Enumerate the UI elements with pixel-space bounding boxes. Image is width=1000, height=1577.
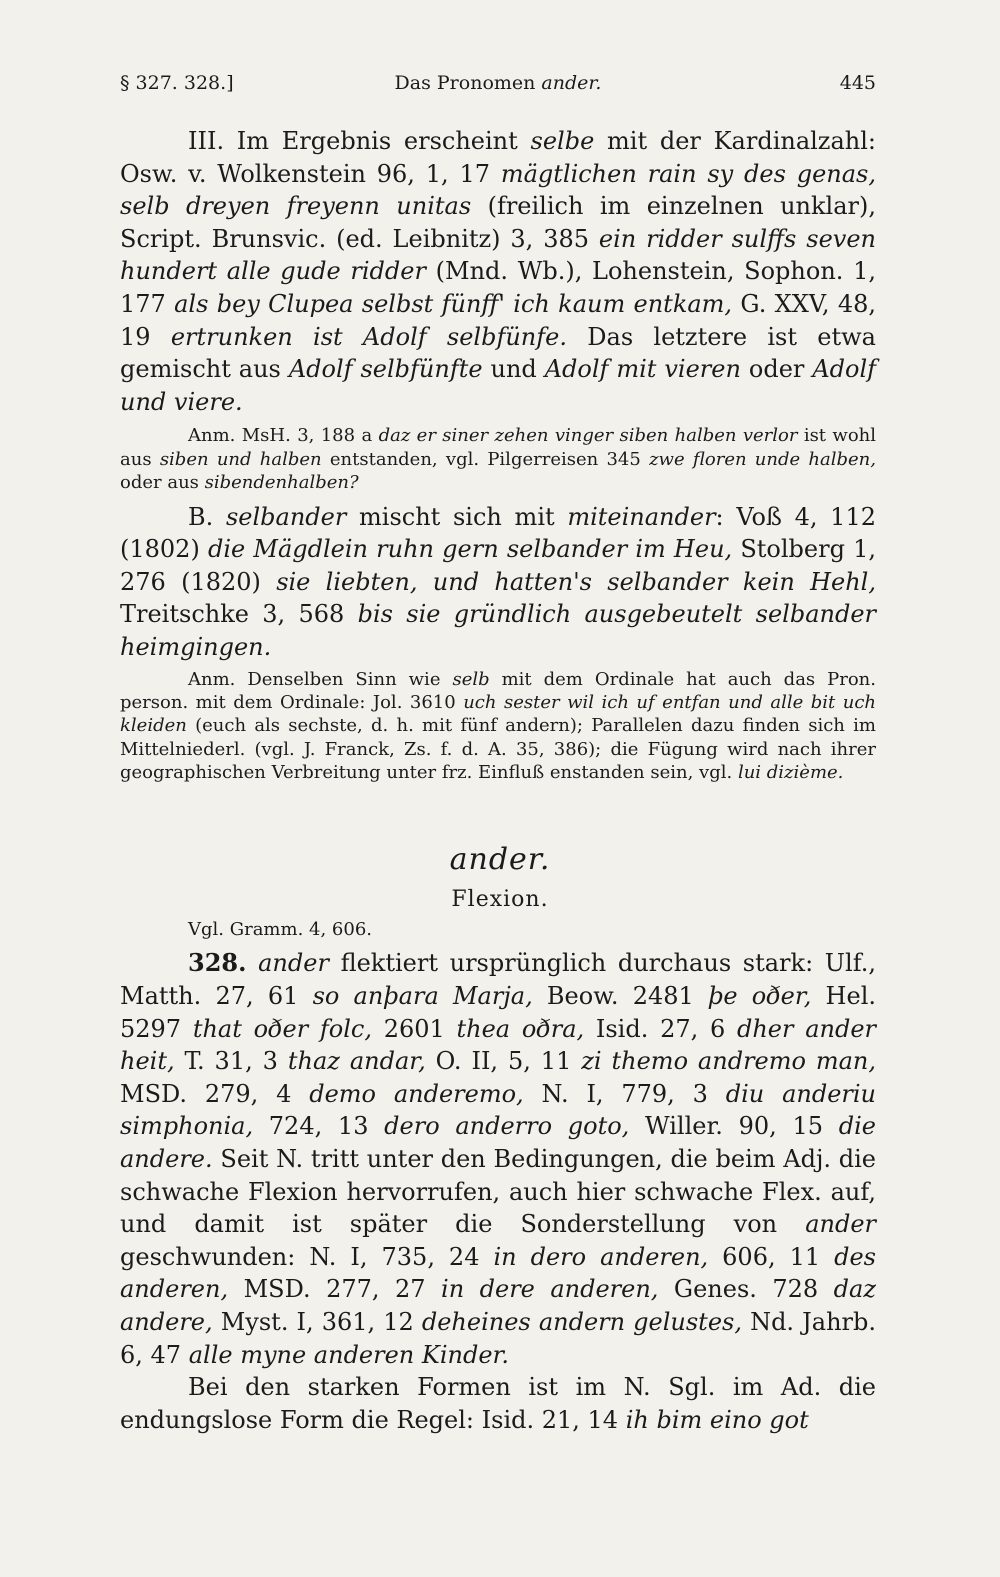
text-run: Bei den starken Formen ist im N. Sgl. im Ad. die endungslose Form die Regel: Isid. 21, 14 [120, 1373, 876, 1434]
italic-run: deheines andern gelustes, [421, 1307, 742, 1336]
text-run: mit der Kardinalzahl: Osw. v. Wolkenstein 96, 1, 17 [120, 127, 876, 188]
text-run: oder aus [120, 472, 205, 494]
text-run: 2601 [371, 1014, 457, 1043]
italic-run: ertrunken ist Adolf selbfünfe. [170, 322, 567, 351]
annotation-2 [120, 668, 876, 785]
text-run: flektiert ursprünglich durchaus stark: Ulf., Matth. 27, 61 [120, 949, 876, 1010]
italic-run: so anþara Marja, [312, 982, 533, 1010]
text-run: N. I, 779, 3 [523, 1079, 726, 1108]
text-run: Anm. Denselben Sinn wie [188, 668, 453, 690]
text-run: Seit N. tritt unter den Bedingungen, die beim Adj. die schwache Flexion hervorrufen, auch hier schwache Flex. auf, und damit ist später die Sonderstellung von [120, 1144, 876, 1239]
section-number: 328. [188, 948, 247, 978]
italic-run: mägtlichen rain sy des genas, selb dreyen freyenn unitas [120, 159, 876, 221]
italic-run: þe oðer, [708, 982, 812, 1010]
text-run: Hel. 5297 [120, 982, 876, 1043]
italic-run: ander [258, 949, 329, 978]
italic-run: daz er siner zehen vinger siben halben verlor [378, 425, 798, 447]
page-body [120, 125, 876, 785]
text-run: geschwunden: N. I, 735, 24 [120, 1242, 494, 1271]
section-reference: § 327. 328.] [120, 72, 234, 94]
section-heading-ander: ander. [449, 842, 551, 877]
italic-run: lui dizième. [737, 762, 844, 784]
paragraph-last [120, 1371, 876, 1436]
text-run: MSD. 277, 27 [228, 1275, 442, 1304]
text-run: MSD. 279, 4 [120, 1079, 310, 1108]
italic-run: ander [805, 1210, 876, 1239]
text-run: III. Im Ergebnis erscheint [188, 127, 531, 155]
italic-run: ein ridder sulffs seven hundert alle gude ridder [120, 224, 876, 286]
italic-run: selbe [530, 127, 595, 155]
italic-run: daz andere, [120, 1275, 876, 1336]
italic-run: in dere anderen, [441, 1275, 659, 1304]
italic-run: dero anderro goto, [384, 1112, 630, 1141]
italic-run: selb [452, 668, 490, 690]
text-run: 606, 11 [708, 1242, 835, 1271]
text-run: mischt sich mit [346, 502, 568, 531]
italic-run: miteinander [567, 502, 716, 531]
italic-run: uch sester wil ich uf entfan und alle bit uch kleiden [120, 691, 877, 737]
italic-run: zi themo andremo man, [581, 1047, 877, 1076]
text-run: Anm. MsH. 3, 188 a [188, 425, 379, 447]
italic-run: siben und halben [159, 448, 322, 470]
text-run: und [482, 355, 545, 384]
italic-run: Adolf und viere. [120, 355, 877, 416]
italic-run: sibendenhalben? [204, 472, 359, 494]
italic-run: als bey Clupea selbst fünff' ich kaum entkam, [174, 289, 733, 318]
text-run: Beow. 2481 [532, 982, 709, 1010]
text-run [246, 949, 258, 977]
page-number: 445 [839, 72, 876, 94]
italic-run: dher ander heit, [120, 1014, 876, 1076]
text-run: (Mnd. Wb.), Lohenstein, Sophon. 1, 177 [120, 257, 876, 318]
text-run: ist wohl aus [120, 425, 877, 470]
italic-run: diu anderiu simphonia, [120, 1079, 877, 1141]
italic-run: zwe floren unde halben, [649, 448, 876, 470]
text-run: (freilich im einzelnen unklar), Script. Brunsvic. (ed. Leibnitz) 3, 385 [120, 192, 877, 253]
text-run: O. II, 5, 11 [425, 1047, 582, 1076]
running-title [120, 72, 876, 94]
italic-run: in dero anderen, [493, 1242, 709, 1271]
paragraph-iii [120, 125, 876, 418]
italic-run: bis sie gründlich ausgebeutelt selbander heimgingen. [120, 600, 876, 661]
italic-run: Adolf selbfünfte [288, 355, 483, 384]
text-run: Genes. 728 [658, 1275, 834, 1304]
running-title-italic: ander. [541, 72, 602, 94]
text-run: Stolberg 1, 276 (1820) [120, 535, 876, 596]
italic-run: Adolf mit vieren [544, 355, 741, 384]
text-run: mit dem Ordinale hat auch das Pron. person. mit dem Ordinale: Jol. 3610 [120, 668, 876, 713]
italic-run: that oðer folc, [192, 1014, 372, 1043]
italic-run: ih bim eino got [625, 1405, 809, 1434]
italic-run: thea oðra, [456, 1014, 585, 1043]
italic-run: die Mägdlein ruhn gern selbander im Heu, [207, 535, 733, 564]
text-run: B. [188, 502, 226, 531]
section-328-body [120, 918, 876, 1436]
subheading-flexion: Flexion. [451, 887, 549, 912]
text-run: oder [740, 355, 813, 384]
text-run: G. XXV, 48, 19 [120, 289, 877, 351]
italic-run: des anderen, [120, 1242, 876, 1304]
italic-run: sie liebten, und hatten's selbander kein Hehl, [276, 567, 876, 596]
italic-run: demo anderemo, [309, 1079, 524, 1108]
italic-run: thaz andar, [287, 1047, 426, 1076]
paragraph-328 [120, 947, 876, 1371]
text-run: Willer. 90, 15 [629, 1112, 839, 1141]
text-run: Treitschke 3, 568 [120, 600, 358, 629]
italic-run: die andere. [120, 1112, 876, 1173]
italic-run: alle myne anderen Kinder. [188, 1340, 509, 1369]
text-run: Das letztere ist etwa gemischt aus [120, 322, 876, 384]
text-run: Myst. I, 361, 12 [212, 1307, 422, 1336]
paragraph-b [120, 501, 876, 664]
italic-run: selbander [225, 502, 347, 531]
text-run: entstanden, vgl. Pilgerreisen 345 [321, 448, 650, 470]
text-run: Isid. 27, 6 [584, 1014, 737, 1043]
running-header [120, 72, 876, 102]
running-title-prefix: Das Pronomen [394, 72, 542, 94]
annotation-1 [120, 424, 876, 494]
vgl-reference: Vgl. Gramm. 4, 606. [188, 919, 372, 940]
text-run: 724, 13 [253, 1112, 385, 1141]
text-run: (euch als sechste, d. h. mit fünf andern); Parallelen dazu finden sich im Mittelniederl. (vgl. J. Franck, Zs. f. d. A. 35, 386); die Fügung wird nach ihrer geographischen Verbreitung unter frz. Einfluß enstanden sein, vgl. [120, 715, 876, 784]
text-run: : Voß 4, 112 (1802) [120, 502, 876, 564]
text-run: Nd. Jahrb. 6, 47 [120, 1307, 876, 1369]
text-run: T. 31, 3 [174, 1047, 288, 1076]
